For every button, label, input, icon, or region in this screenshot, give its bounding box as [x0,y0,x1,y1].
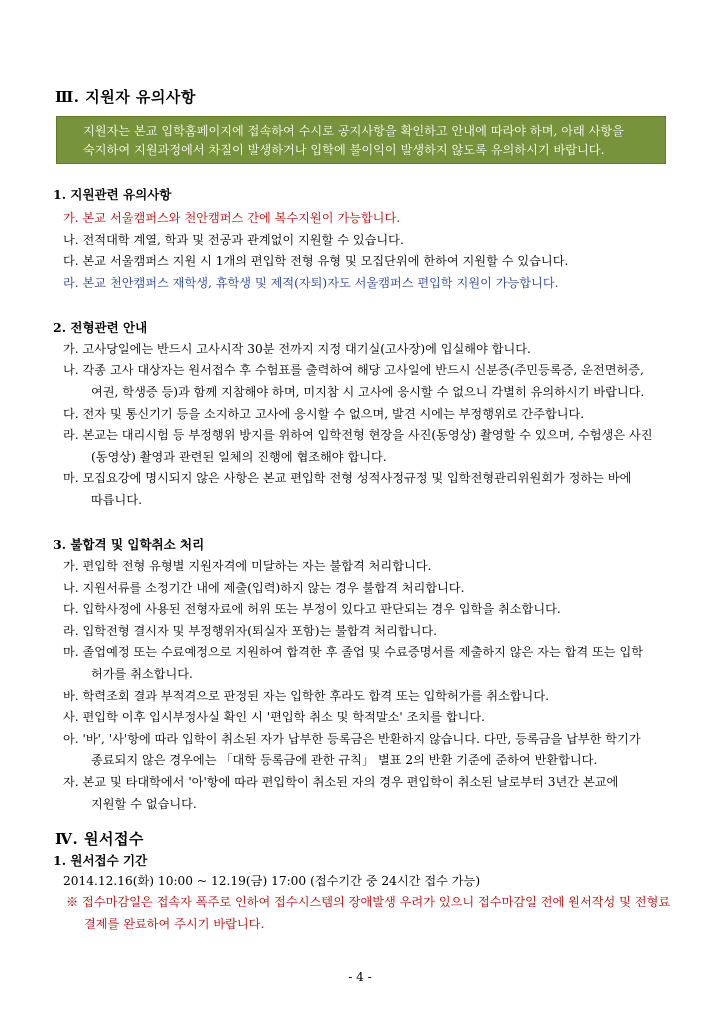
subsection-title: 1. 지원관련 유의사항 [53,187,172,202]
list-item: 다. 입학사정에 사용된 전형자료에 허위 또는 부정이 있다고 판단되는 경우 입학을 취소합니다. [63,602,561,616]
list-item: 마. 졸업예정 또는 수료예정으로 지원하여 합격한 후 졸업 및 수료증명서를 제출하지 않은 자는 합격 또는 입학 [63,645,644,659]
list-item: 가. 본교 서울캠퍼스와 천안캠퍼스 간에 복수지원이 가능합니다. [63,211,401,225]
list-item: 마. 모집요강에 명시되지 않은 사항은 본교 편입학 전형 성적사정규정 및 입학전형관리위원회가 정하는 바에 [63,471,632,485]
list-item: 바. 학력조회 결과 부적격으로 판정된 자는 입학한 후라도 합격 또는 입학허가를 취소합니다. [63,689,549,703]
warning-note-continuation: 결제를 완료하여 주시기 바랍니다. [84,917,265,931]
list-item-continuation: 지원할 수 없습니다. [91,797,197,811]
list-item: 아. '바', '사'항에 따라 입학이 취소된 자가 납부한 등록금은 반환하지 않습니다. 다만, 등록금을 납부한 학기가 [63,732,641,746]
list-item-continuation: (동영상) 촬영과 관련된 일체의 진행에 협조해야 합니다. [91,450,387,464]
notice-box [56,116,666,164]
subsection-title: 3. 불합격 및 입학취소 처리 [53,537,205,552]
page-number: - 4 - [348,970,372,984]
list-item: 나. 지원서류를 소정기간 내에 제출(입력)하지 않는 경우 불합격 처리합니다. [63,581,465,595]
section-title-applicant-notes: Ⅲ. 지원자 유의사항 [55,88,196,106]
list-item: 라. 본교 천안캠퍼스 재학생, 휴학생 및 제적(자퇴)자도 서울캠퍼스 편입학 지원이 가능합니다. [63,276,559,290]
list-item: 나. 각종 고사 대상자는 원서접수 후 수험표를 출력하여 해당 고사일에 반드시 신분증(주민등록증, 운전면허증, [63,363,644,377]
subsection-title: 2. 전형관련 안내 [53,320,148,335]
list-item: 다. 본교 서울캠퍼스 지원 시 1개의 편입학 전형 유형 및 모집단위에 한하여 지원할 수 있습니다. [63,254,569,268]
notice-line: 지원자는 본교 입학홈페이지에 접속하여 수시로 공지사항을 확인하고 안내에 따라야 하며, 아래 사항을 [83,124,624,138]
list-item: 라. 본교는 대리시험 등 부정행위 방지를 위하여 입학전형 현장을 사진(동영상) 촬영할 수 있으며, 수험생은 사진 [63,428,653,442]
list-item-continuation: 허가를 취소합니다. [91,667,193,681]
notice-line: 숙지하여 지원과정에서 차질이 발생하거나 입학에 불이익이 발생하지 않도록 유의하시기 바랍니다. [83,143,605,157]
list-item-continuation: 따릅니다. [91,493,142,507]
list-item: 가. 고사당일에는 반드시 고사시작 30분 전까지 지정 대기실(고사장)에 입실해야 합니다. [63,342,531,356]
list-item-continuation: 종료되지 않은 경우에는 「대학 등록금에 관한 규칙」 별표 2의 반환 기준에 준하여 반환합니다. [91,753,598,767]
section-title-application: Ⅳ. 원서접수 [55,830,144,848]
subsection-title: 1. 원서접수 기간 [53,853,148,868]
warning-note: ※ 접수마감일은 접속자 폭주로 인하여 접수시스템의 장애발생 우려가 있으니 접수마감일 전에 원서작성 및 전형료 [66,895,671,909]
list-item: 가. 편입학 전형 유형별 지원자격에 미달하는 자는 불합격 처리합니다. [63,559,432,573]
list-item: 자. 본교 및 타대학에서 '아'항에 따라 편입학이 취소된 자의 경우 편입학이 취소된 날로부터 3년간 본교에 [63,775,619,789]
list-item: 라. 입학전형 결시자 및 부정행위자(퇴실자 포함)는 불합격 처리합니다. [63,624,438,638]
application-period: 2014.12.16(화) 10:00 ~ 12.19(금) 17:00 (접수기간 중 24시간 접수 가능) [63,874,481,888]
list-item: 다. 전자 및 통신기기 등을 소지하고 고사에 응시할 수 없으며, 발견 시에는 부정행위로 간주합니다. [63,407,585,421]
list-item: 나. 전적대학 계열, 학과 및 전공과 관계없이 지원할 수 있습니다. [63,233,404,247]
list-item: 사. 편입학 이후 입시부정사실 확인 시 '편입학 취소 및 학적말소' 조치를 합니다. [63,710,486,724]
list-item-continuation: 여권, 학생증 등)과 함께 지참해야 하며, 미지참 시 고사에 응시할 수 없으니 각별히 유의하시기 바랍니다. [91,385,645,399]
